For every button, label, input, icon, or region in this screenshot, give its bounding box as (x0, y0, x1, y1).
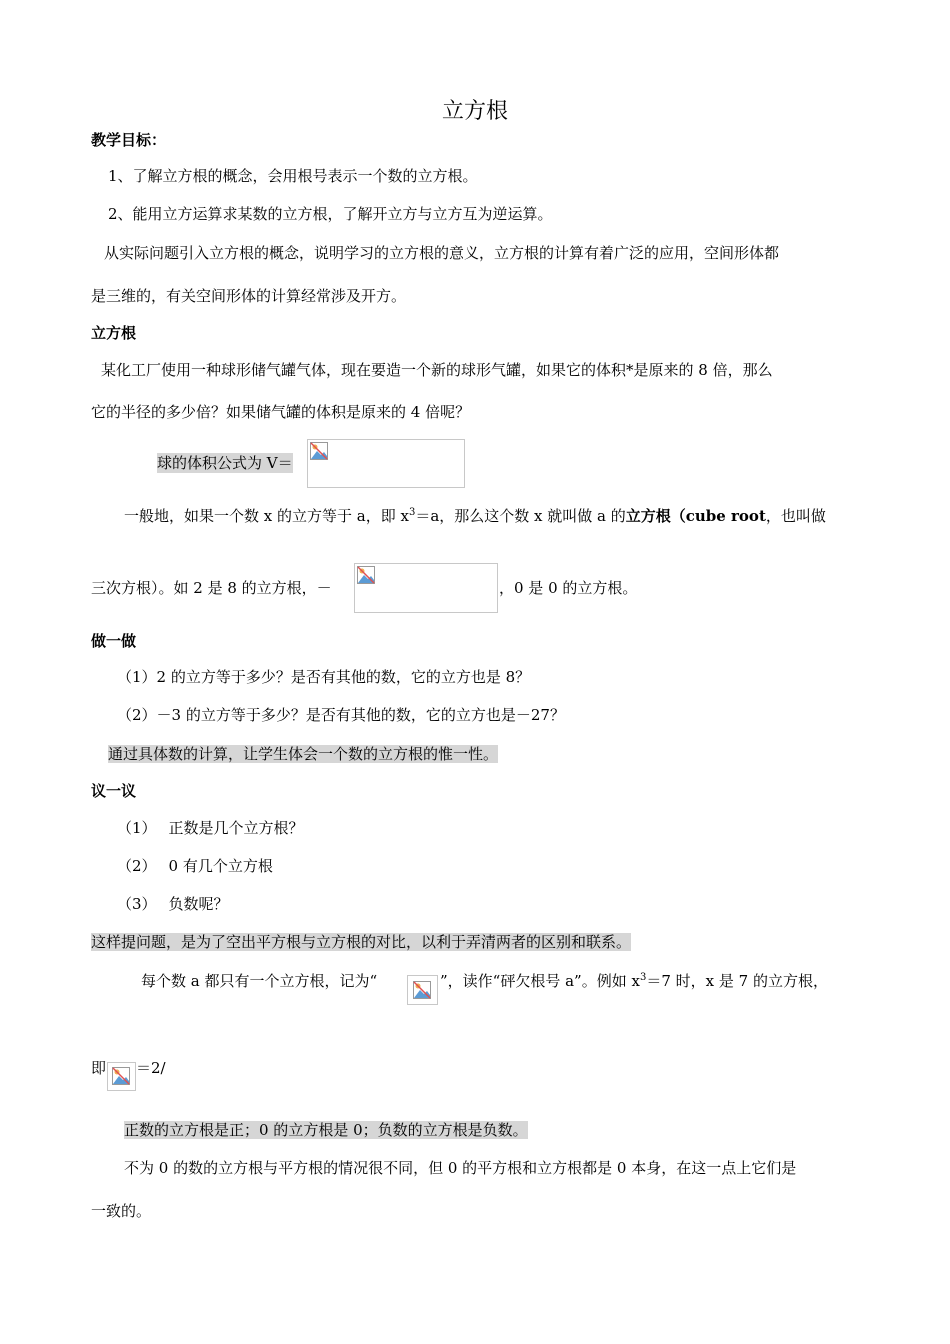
notation-line-1-part-1: 每个数 a 都只有一个立方根，记为“ (141, 972, 378, 990)
discuss-item-number: （1） (117, 819, 157, 837)
example-line-part-2: ，0 是 0 的立方根。 (499, 579, 638, 597)
definition-line (124, 506, 826, 526)
discuss-item-2 (117, 856, 273, 876)
summary-line-2: 一致的。 (91, 1202, 152, 1220)
discuss-item-1 (117, 818, 304, 838)
definition-superscript: 3 (408, 507, 416, 518)
cube-root-example-image (107, 1062, 136, 1091)
definition-part-1: 一般地，如果一个数 x 的立方等于 a，即 x (124, 507, 409, 525)
formula-label: 球的体积公式为 V＝ (157, 454, 293, 472)
summary-line-1: 不为 0 的数的立方根与平方根的情况很不同，但 0 的平方根和立方根都是 0 本身，在这一点上它们是 (124, 1159, 797, 1177)
problem-line-2: 它的半径的多少倍？如果储气罐的体积是原来的 4 倍呢？ (91, 403, 471, 421)
cube-root-heading: 立方根 (91, 324, 137, 342)
example-image (354, 563, 498, 613)
page-title: 立方根 (441, 99, 508, 124)
intro-line-1: 从实际问题引入立方根的概念，说明学习的立方根的意义，立方根的计算有着广泛的应用，空间形体都 (104, 244, 780, 262)
formula-image (307, 439, 465, 488)
try-it-question-1: （1）2 的立方等于多少？是否有其他的数，它的立方也是 8？ (117, 668, 531, 686)
discuss-item-number: （3） (117, 895, 157, 913)
discuss-item-text: 正数是几个立方根？ (168, 819, 304, 837)
notation-part-2: ”，读作“砰欠根号 a”。例如 x (440, 972, 640, 990)
definition-term: 立方根（cube root (625, 507, 766, 525)
definition-part-2: ＝a，那么这个数 x 就叫做 a 的 (415, 507, 626, 525)
goal-item-1: 1、了解立方根的概念，会用根号表示一个数的立方根。 (108, 167, 478, 185)
summary-highlight: 正数的立方根是正；0 的立方根是 0；负数的立方根是负数。 (124, 1121, 528, 1139)
notation-line-1-rest (440, 971, 828, 991)
try-it-question-2: （2）－3 的立方等于多少？是否有其他的数，它的立方也是－27？ (117, 706, 565, 724)
cube-root-symbol-image (407, 975, 438, 1005)
discuss-note: 这样提问题，是为了空出平方根与立方根的对比，以利于弄清两者的区别和联系。 (91, 933, 632, 951)
goal-item-2: 2、能用立方运算求某数的立方根，了解开立方与立方互为逆运算。 (108, 205, 553, 223)
notation-line-2-part-1: 即 (91, 1059, 107, 1077)
discuss-heading: 议一议 (91, 782, 137, 800)
goals-heading: 教学目标： (91, 131, 167, 149)
example-line-part-1: 三次方根）。如 2 是 8 的立方根，－ (91, 579, 332, 597)
discuss-item-text: 负数呢？ (168, 895, 229, 913)
broken-image-icon (310, 442, 328, 460)
try-it-heading: 做一做 (91, 632, 137, 650)
discuss-item-number: （2） (117, 857, 157, 875)
notation-part-3: ＝7 时，x 是 7 的立方根， (646, 972, 828, 990)
notation-superscript: 3 (639, 972, 647, 983)
broken-image-icon (357, 566, 375, 584)
broken-image-icon (112, 1067, 130, 1085)
discuss-item-text: 0 有几个立方根 (168, 857, 273, 875)
problem-line-1: 某化工厂使用一种球形储气罐气体，现在要造一个新的球形气罐，如果它的体积*是原来的 8 倍，那么 (101, 361, 773, 379)
notation-line-2-part-2: ＝2/ (136, 1059, 166, 1077)
try-it-note: 通过具体数的计算，让学生体会一个数的立方根的惟一性。 (108, 745, 499, 763)
definition-part-3: ，也叫做 (765, 507, 826, 525)
discuss-item-3 (117, 894, 229, 914)
broken-image-icon (413, 981, 431, 999)
intro-line-2: 是三维的，有关空间形体的计算经常涉及开方。 (91, 287, 407, 305)
